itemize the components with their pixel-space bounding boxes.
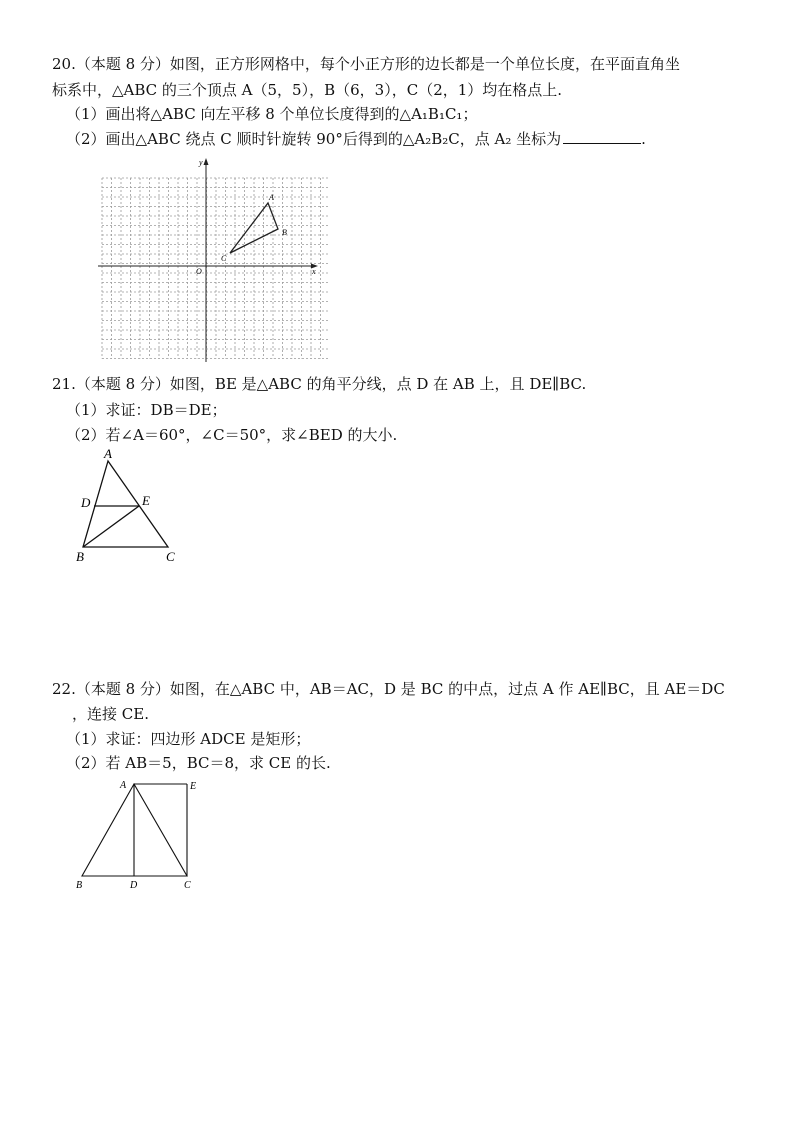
q20-line1: 20.（本题 8 分）如图，正方形网格中，每个小正方形的边长都是一个单位长度，在平面直角坐	[52, 55, 680, 73]
x-axis-label: x	[312, 267, 316, 276]
answer-blank[interactable]	[563, 129, 641, 144]
q21-triangle-figure	[72, 446, 184, 568]
q20-coordinate-grid-figure	[98, 156, 328, 362]
q20-sub2: （2）画出△ABC 绕点 C 顺时针旋转 90°后得到的△A₂B₂C，点 A₂ 坐标为	[66, 130, 562, 148]
q22-rectangle-figure	[70, 774, 210, 892]
segment-be	[83, 506, 139, 547]
q22-line2: ，连接 CE.	[72, 705, 149, 723]
point-a-label: A	[104, 446, 112, 461]
y-axis-arrow	[204, 158, 209, 165]
triangle-abc	[83, 461, 168, 547]
point-b-label: B	[76, 549, 84, 564]
point-c-label: C	[184, 880, 191, 891]
q22-sub2: （2）若 AB＝5，BC＝8，求 CE 的长.	[66, 754, 331, 772]
y-axis-label: y	[199, 158, 203, 167]
point-e-label: E	[190, 781, 197, 792]
vertex-b-label: B	[282, 228, 287, 237]
point-d-label: D	[81, 495, 91, 510]
point-c-label: C	[166, 549, 175, 564]
point-d-label: D	[130, 880, 138, 891]
q22-sub1: （1）求证：四边形 ADCE 是矩形；	[66, 730, 311, 748]
point-a-label: A	[120, 780, 127, 791]
q20-sub1: （1）画出将△ABC 向左平移 8 个单位长度得到的△A₁B₁C₁；	[66, 105, 478, 123]
point-b-label: B	[76, 880, 83, 891]
q22-line1: 22.（本题 8 分）如图，在△ABC 中，AB＝AC，D 是 BC 的中点，过点 A 作 AE∥BC，且 AE＝DC	[52, 680, 725, 698]
vertex-a-label: A	[269, 193, 274, 202]
q21-sub1: （1）求证：DB＝DE；	[66, 401, 227, 419]
vertex-c-label: C	[221, 254, 227, 263]
grid-lines	[102, 178, 328, 359]
q20-sub2-wrap	[66, 129, 646, 149]
q20-line2: 标系中，△ABC 的三个顶点 A（5，5），B（6，3），C（2，1）均在格点上.	[52, 81, 563, 99]
q21-sub2: （2）若∠A＝60°，∠C＝50°，求∠BED 的大小.	[66, 426, 398, 444]
origin-label: O	[196, 267, 202, 276]
q20-sub2-end: .	[641, 130, 646, 148]
q21-line1: 21.（本题 8 分）如图，BE 是△ABC 的角平分线，点 D 在 AB 上，且 DE∥BC.	[52, 375, 587, 393]
point-e-label: E	[142, 493, 150, 508]
